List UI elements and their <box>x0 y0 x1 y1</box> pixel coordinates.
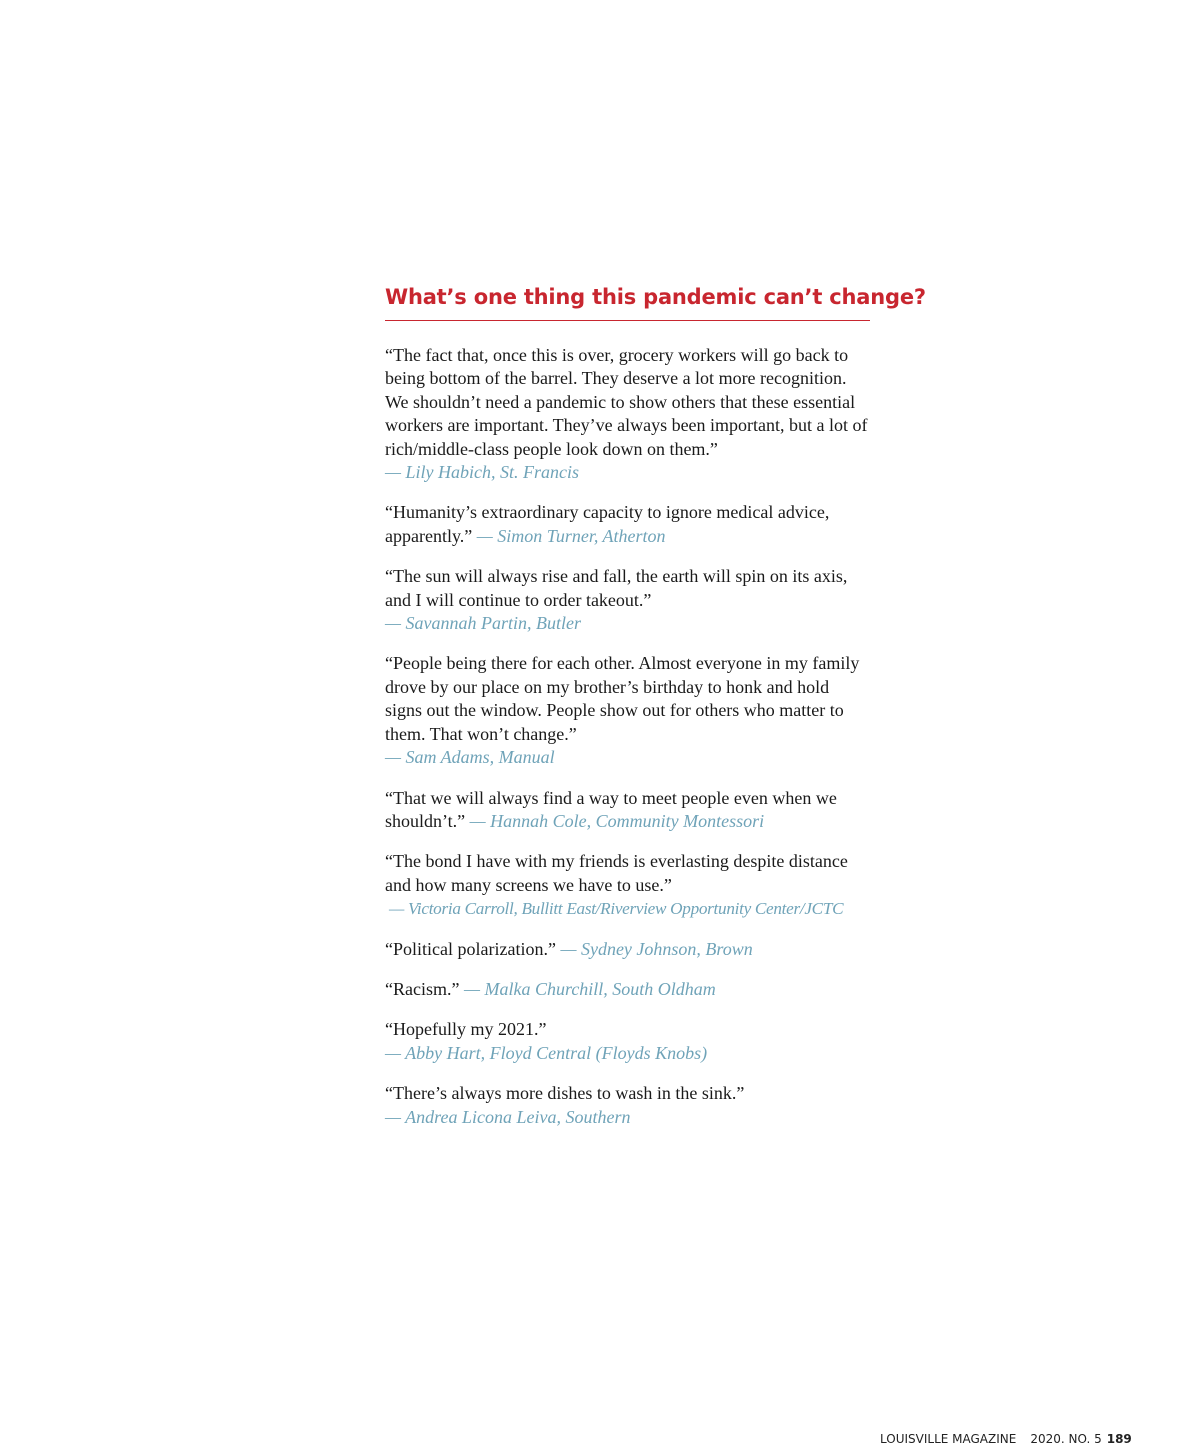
quote-item <box>385 501 870 548</box>
quote-item <box>385 787 870 834</box>
quote-list <box>385 344 870 1129</box>
quote-text: “Racism.” <box>385 978 460 999</box>
quote-item <box>385 1018 870 1065</box>
quote-attribution: — Hannah Cole, Community Montessori <box>469 810 765 831</box>
quote-attribution: — Sam Adams, Manual <box>385 747 555 768</box>
quote-text: “The fact that, once this is over, grocery workers will go back to being bottom of the barrel. They deserve a lot more recognition. We shouldn’t need a pandemic to show others that these essential workers are important. They’ve always been important, but a lot of rich/middle-class people look down on them.” <box>385 345 868 459</box>
quote-attribution: — Savannah Partin, Butler <box>385 613 581 634</box>
quote-item <box>385 850 870 920</box>
quote-attribution: — Andrea Licona Leiva, Southern <box>385 1106 631 1127</box>
quote-item <box>385 565 870 635</box>
quote-text: “People being there for each other. Almost everyone in my family drove by our place on my brother’s birthday to honk and hold signs out the window. People show out for others who matter to them. That won’t change.” <box>385 653 860 744</box>
quote-text: “The sun will always rise and fall, the earth will spin on its axis, and I will continue to order takeout.” <box>385 566 848 610</box>
article <box>385 282 926 1146</box>
quote-attribution: — Victoria Carroll, Bullitt East/Riverview Opportunity Center/JCTC <box>389 899 844 919</box>
quote-item <box>385 1082 870 1129</box>
quote-text: “Political polarization.” <box>385 938 556 959</box>
quote-attribution: — Lily Habich, St. Francis <box>385 462 579 483</box>
quote-attribution: — Malka Churchill, South Oldham <box>463 978 716 999</box>
quote-item <box>385 344 870 484</box>
issue-number: 2020. NO. 5 <box>1030 1432 1102 1446</box>
quote-attribution: — Simon Turner, Atherton <box>476 525 666 546</box>
publication-name: LOUISVILLE MAGAZINE <box>880 1432 1017 1446</box>
quote-text: “There’s always more dishes to wash in the sink.” <box>385 1083 745 1104</box>
quote-text: “The bond I have with my friends is everlasting despite distance and how many screens we have to use.” <box>385 851 848 895</box>
quote-attribution: — Sydney Johnson, Brown <box>560 938 753 959</box>
quote-item <box>385 652 870 769</box>
quote-item <box>385 938 870 961</box>
page-title: What’s one thing this pandemic can’t change? <box>385 282 870 321</box>
quote-text: “That we will always find a way to meet people even when we shouldn’t.” <box>385 787 837 831</box>
quote-attribution: — Abby Hart, Floyd Central (Floyds Knobs) <box>385 1042 708 1063</box>
page-footer <box>880 1432 1132 1446</box>
quote-text: “Hopefully my 2021.” <box>385 1019 547 1040</box>
quote-text: “Humanity’s extraordinary capacity to ignore medical advice, apparently.” <box>385 502 830 546</box>
quote-item <box>385 978 870 1001</box>
page-number: 189 <box>1106 1432 1132 1446</box>
